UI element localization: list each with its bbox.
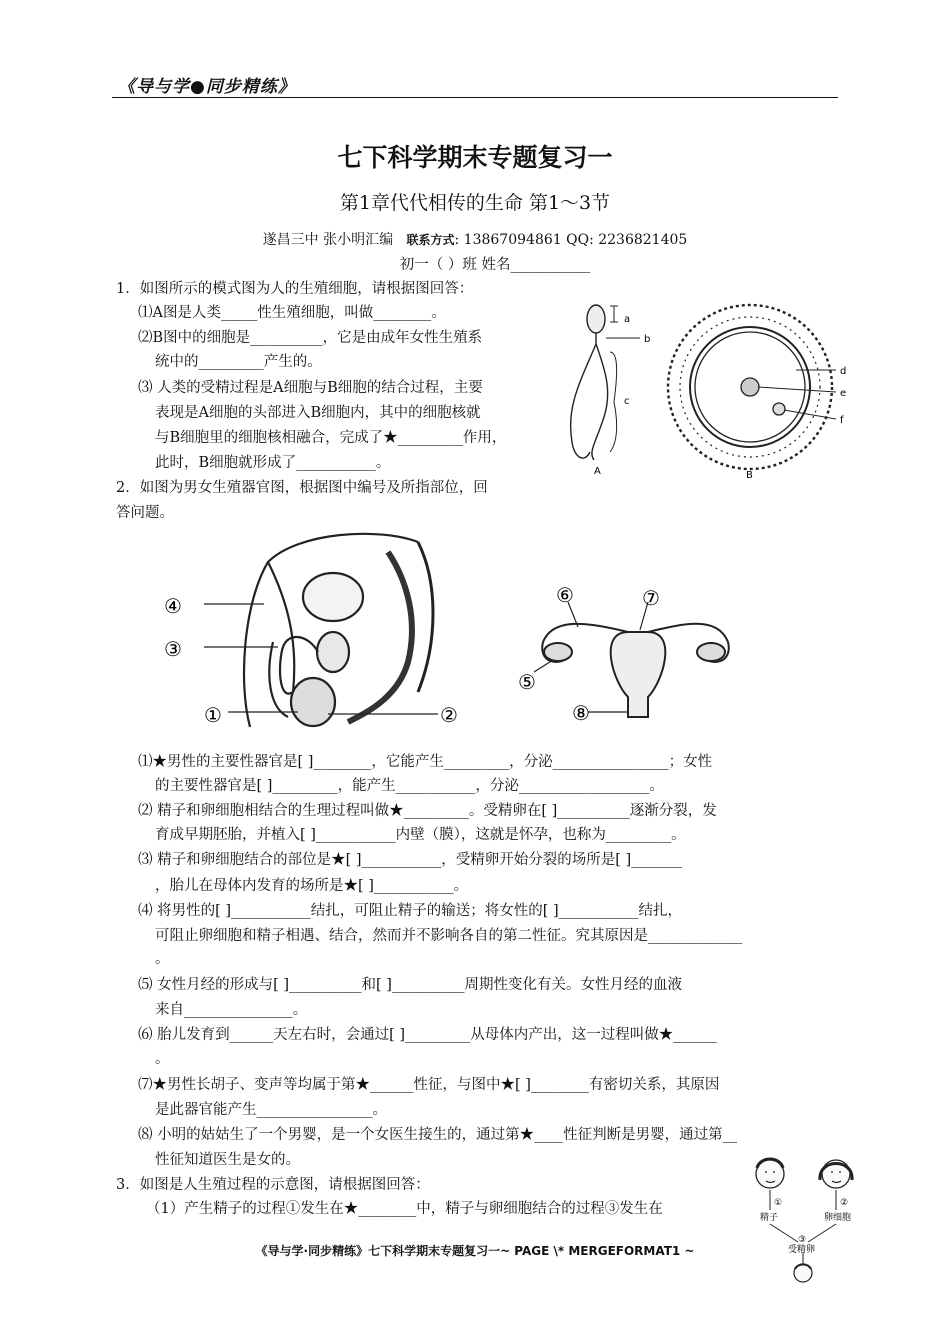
zygote-label: 受精卵 xyxy=(788,1245,816,1255)
marker-2: ② xyxy=(440,703,458,727)
q2-part7a: ⑺★男性长胡子、变声等均属于第★______性征，与图中★[ ]________有密切关系，其原因 xyxy=(138,1077,720,1093)
contact-info: : 13867094861 QQ: 2236821405 xyxy=(454,232,688,248)
q2-part1b: 的主要性器官是[ ]_________，能产生___________，分泌__________________。 xyxy=(155,778,664,794)
step-2: ② xyxy=(840,1198,849,1208)
marker-6: ⑥ xyxy=(556,583,574,607)
q2-part2a: ⑵ 精子和卵细胞相结合的生理过程叫做★_________。受精卵在[ ]__________逐渐分裂，发 xyxy=(138,803,717,819)
marker-3: ③ xyxy=(164,637,182,661)
egg-label: 卵细胞 xyxy=(824,1213,852,1223)
female-organ-drawing xyxy=(534,602,729,717)
q1-part3a: ⑶ 人类的受精过程是A细胞与B细胞的结合过程，主要 xyxy=(138,380,483,396)
header-brand: 《导与学●同步精练》 xyxy=(118,77,296,97)
q1-part2b: 统中的_________产生的。 xyxy=(155,354,322,370)
marker-4: ④ xyxy=(164,594,182,618)
q1-part2a: ⑵B图中的细胞是__________，它是由成年女性生殖系 xyxy=(138,330,483,346)
q1-part3d: 此时，B细胞就形成了___________。 xyxy=(155,455,391,471)
mother-face-icon xyxy=(820,1160,852,1188)
marker-8: ⑧ xyxy=(572,701,590,725)
figure-reproduction-process xyxy=(748,1152,868,1284)
sperm-label: 精子 xyxy=(760,1213,779,1223)
page-title: 七下科学期末专题复习一 xyxy=(337,143,613,172)
step-1: ① xyxy=(774,1198,783,1208)
q2-part5a: ⑸ 女性月经的形成与[ ]__________和[ ]__________周期性变化有关。女性月经的血液 xyxy=(138,977,682,993)
q2-part7b: 是此器官能产生________________。 xyxy=(155,1102,387,1118)
male-organ-drawing xyxy=(204,534,438,727)
q2-part3b: ，胎儿在母体内发育的场所是★[ ]___________。 xyxy=(155,878,469,894)
label-e: e xyxy=(840,388,847,399)
marker-7: ⑦ xyxy=(642,586,660,610)
author-line xyxy=(0,229,950,249)
label-b: b xyxy=(644,334,651,345)
q1-part3c: 与B细胞里的细胞核相融合，完成了★_________作用， xyxy=(155,430,507,446)
marker-1: ① xyxy=(204,703,222,727)
caption-b: B xyxy=(746,470,753,481)
q2-part4b: 可阻止卵细胞和精子相遇、结合，然而并不影响各自的第二性征。究其原因是_____________ xyxy=(155,928,743,944)
marker-5: ⑤ xyxy=(518,670,536,694)
q2-part6a: ⑹ 胎儿发育到______天左右时，会通过[ ]_________从母体内产出，这一过程叫做★______ xyxy=(138,1027,717,1043)
page-footer: 《导与学·同步精练》七下科学期末专题复习一~ PAGE \* MERGEFORMAT1 ~ xyxy=(255,1244,695,1258)
figure-reproductive-organs xyxy=(158,522,748,734)
q2-part4a: ⑷ 将男性的[ ]___________结扎，可阻止精子的输送；将女性的[ ]___________结扎， xyxy=(138,903,682,919)
q2-part8a: ⑻ 小明的姑姑生了一个男婴，是一个女医生接生的，通过第★____性征判断是男婴，通过第__ xyxy=(138,1127,738,1143)
q2-part2b: 育成早期胚胎，并植入[ ]___________内壁（膜），这就是怀孕，也称为_________。 xyxy=(155,827,686,843)
contact-label: 联系方式 xyxy=(406,233,455,247)
q2-part3a: ⑶ 精子和卵细胞结合的部位是★[ ]___________，受精卵开始分裂的场所是[ ]_______ xyxy=(138,852,682,868)
q2-part8b: 性征知道医生是女的。 xyxy=(155,1152,300,1168)
egg-cell-drawing xyxy=(668,305,836,469)
sperm-cell-drawing xyxy=(571,305,640,460)
label-f: f xyxy=(840,415,844,426)
q2-part6b: 。 xyxy=(155,1051,170,1067)
q1-part3b: 表现是A细胞的头部进入B细胞内，其中的细胞核就 xyxy=(155,405,481,421)
q2-stem-a: 2．如图为男女生殖器官图，根据图中编号及所指部位，回 xyxy=(116,480,488,496)
q2-part1a: ⑴★男性的主要性器官是[ ]________，它能产生_________，分泌________________；女性 xyxy=(138,754,713,770)
figure-reproductive-cells xyxy=(560,292,860,487)
father-face-icon xyxy=(756,1159,784,1188)
author-name: 遂昌三中 张小明汇编 xyxy=(262,232,394,248)
caption-a: A xyxy=(594,466,601,477)
label-d: d xyxy=(840,366,847,377)
q2-part5b: 来自_______________。 xyxy=(155,1002,308,1018)
label-a: a xyxy=(624,314,631,325)
baby-face-icon xyxy=(794,1264,812,1282)
header-rule xyxy=(112,97,838,98)
q1-part1: ⑴A图是人类_____性生殖细胞，叫做________。 xyxy=(138,305,446,321)
q3-stem: 3．如图是人生殖过程的示意图，请根据图回答： xyxy=(116,1177,430,1193)
q1-stem: 1．如图所示的模式图为人的生殖细胞，请根据图回答： xyxy=(116,281,474,297)
step-3: ③ xyxy=(798,1235,807,1245)
q3-part1: （1）产生精子的过程①发生在★________中，精子与卵细胞结合的过程③发生在 xyxy=(146,1201,663,1217)
label-c: c xyxy=(624,396,630,407)
class-name-line: 初一（ ）班 姓名___________ xyxy=(399,257,591,273)
q2-stem-b: 答问题。 xyxy=(116,505,174,521)
page-subtitle: 第1章代代相传的生命 第1～3节 xyxy=(339,192,611,214)
q2-part4c: 。 xyxy=(155,951,170,967)
